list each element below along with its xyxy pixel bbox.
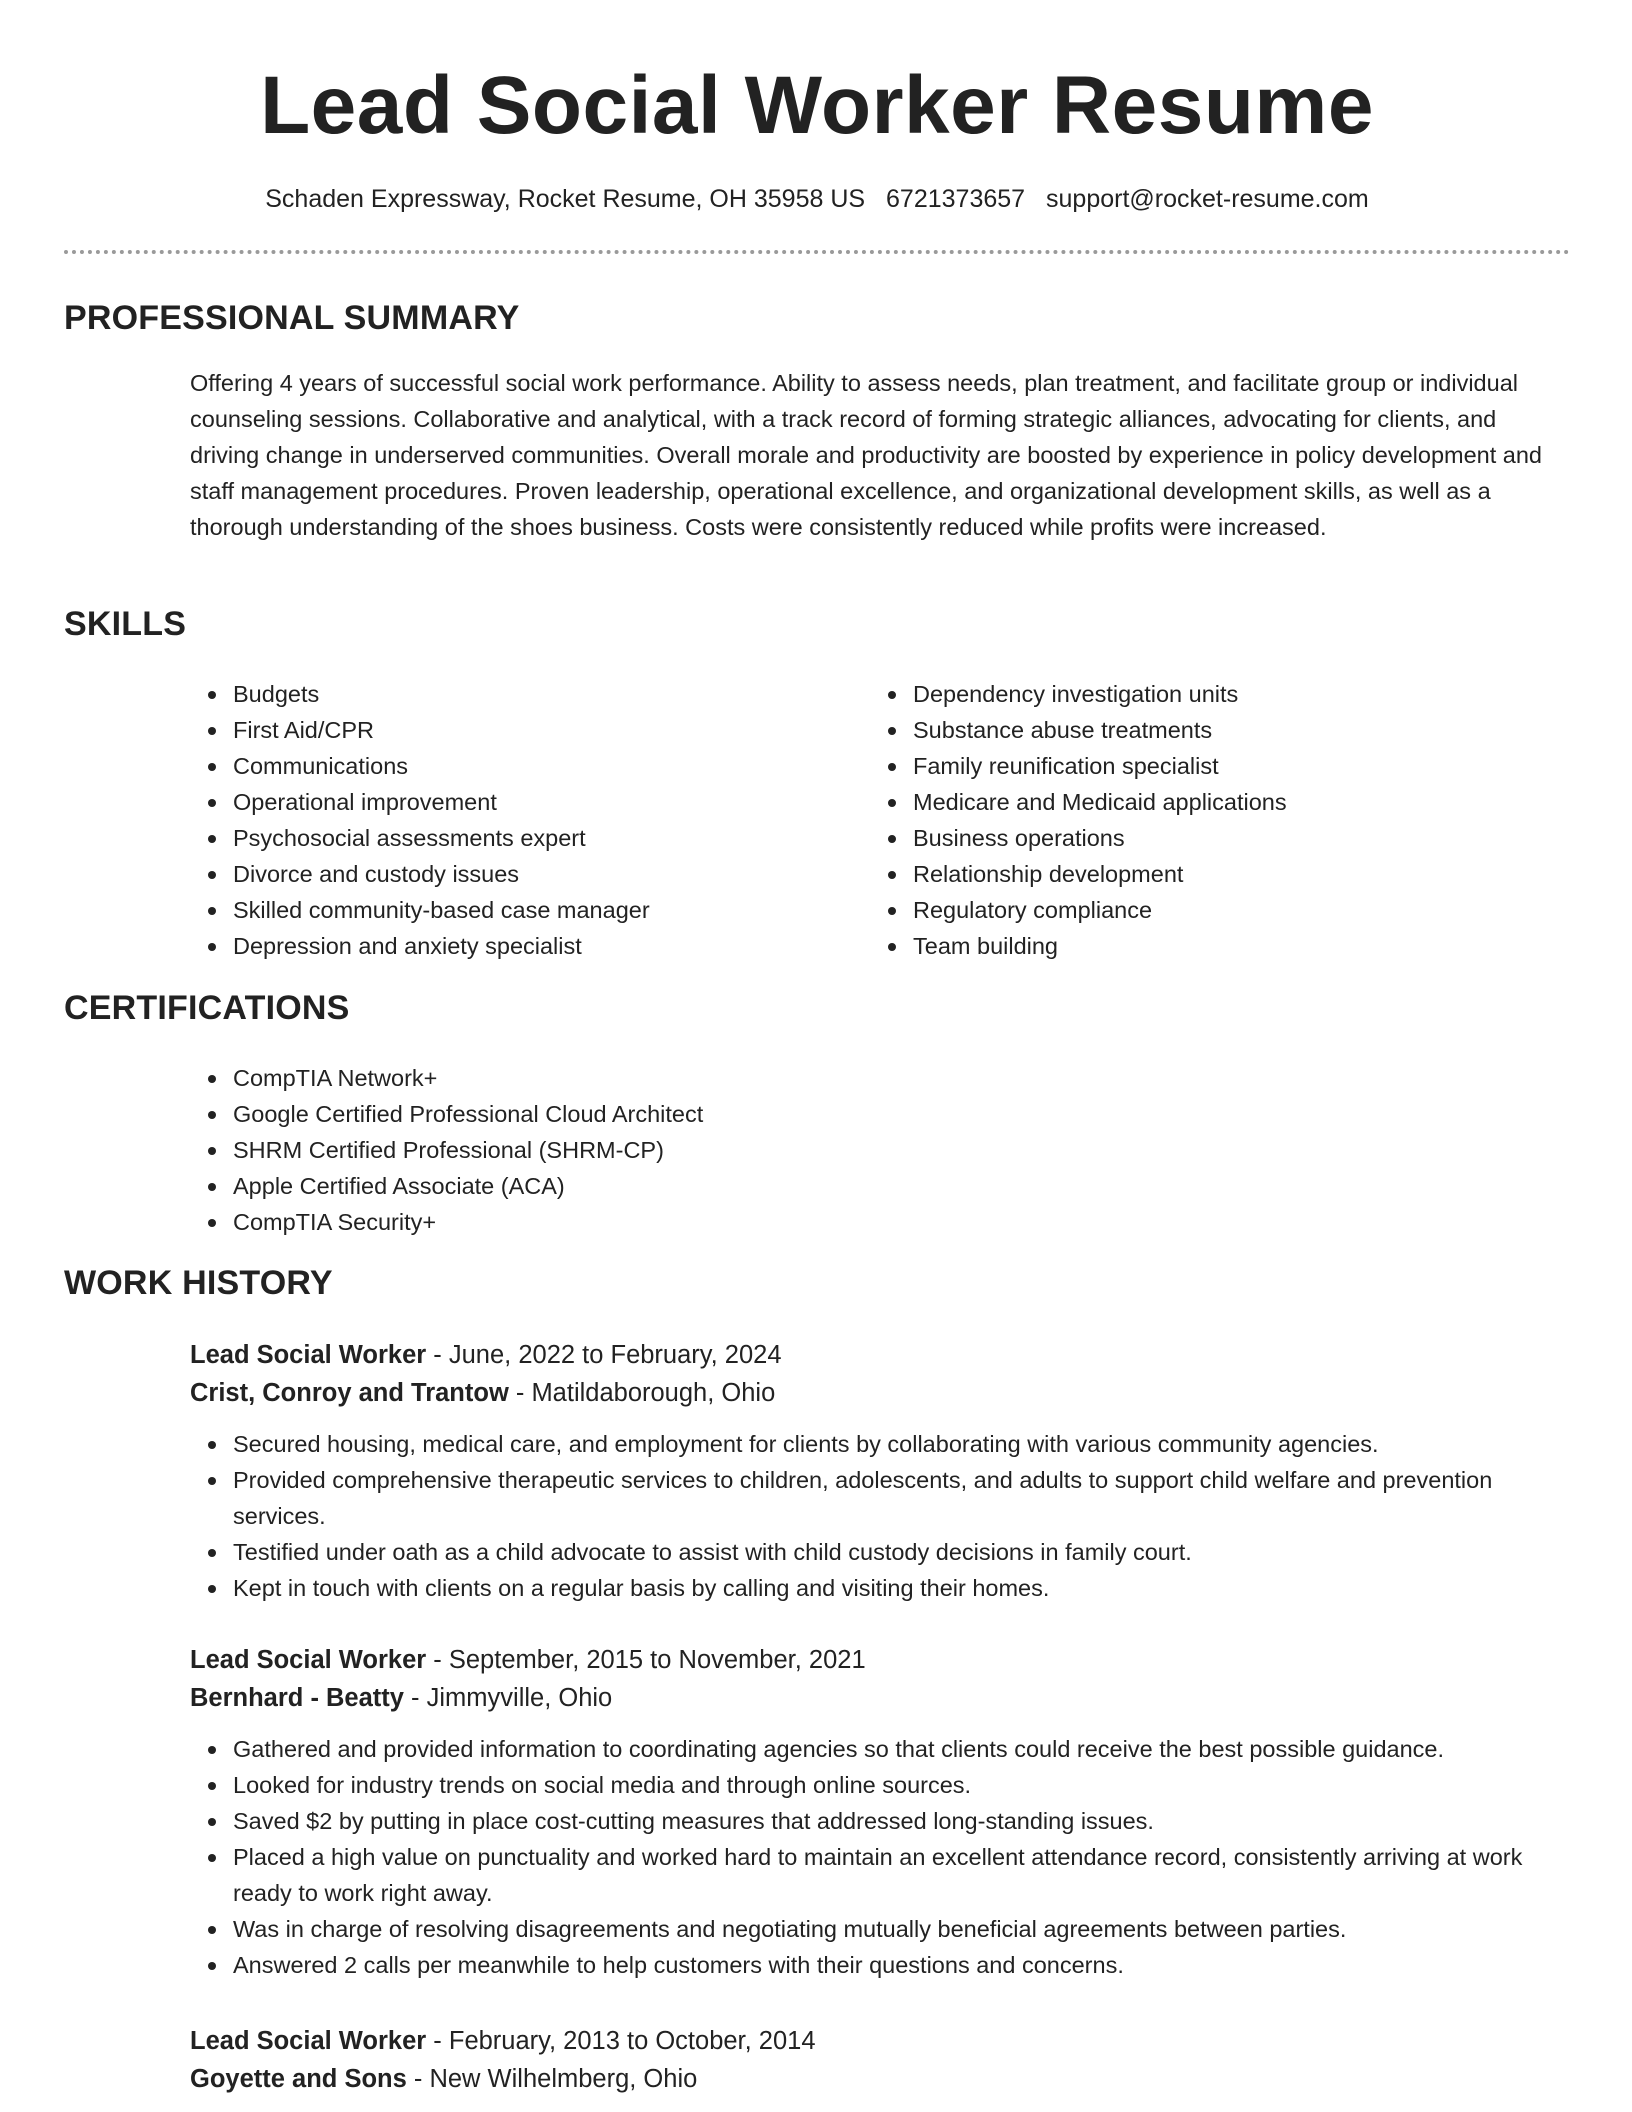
header-divider	[64, 250, 1570, 254]
contact-email: support@rocket-resume.com	[1046, 185, 1369, 213]
job-title: Lead Social Worker	[190, 2027, 427, 2055]
job-duty: Gathered and provided information to coordinating agencies so that clients could receive the best possible guidance.	[190, 1731, 1570, 1767]
skill-item: Team building	[870, 928, 1570, 964]
skill-item: Depression and anxiety specialist	[190, 928, 840, 964]
contact-line	[64, 182, 1570, 216]
certification-item: CompTIA Network+	[190, 1060, 1090, 1096]
skill-item: Family reunification specialist	[870, 748, 1570, 784]
job-title: Lead Social Worker	[190, 1646, 427, 1674]
skill-item: Budgets	[190, 676, 840, 712]
certifications-list	[190, 1060, 1090, 1240]
job-duty: Looked for industry trends on social media and through online sources.	[190, 1767, 1570, 1803]
skill-item: Operational improvement	[190, 784, 840, 820]
certification-item: CompTIA Security+	[190, 1204, 1090, 1240]
job-company: Goyette and Sons	[190, 2065, 407, 2093]
skill-item: Business operations	[870, 820, 1570, 856]
job-entry	[190, 1641, 1570, 1983]
job-entry	[190, 1336, 1570, 1606]
job-duty: Was in charge of resolving disagreements and negotiating mutually beneficial agreements between parties.	[190, 1911, 1570, 1947]
skill-item: Dependency investigation units	[870, 676, 1570, 712]
job-dates: - September, 2015 to November, 2021	[426, 1646, 866, 1674]
job-location: - Jimmyville, Ohio	[403, 1684, 613, 1712]
job-dates: - February, 2013 to October, 2014	[426, 2027, 816, 2055]
skill-item: Psychosocial assessments expert	[190, 820, 840, 856]
job-duty: Secured housing, medical care, and employment for clients by collaborating with various community agencies.	[190, 1426, 1570, 1462]
summary-text: Offering 4 years of successful social work performance. Ability to assess needs, plan treatment, and facilitate group or individual counseling sessions. Collaborative and analytical, with a track record of forming strategic alliances, advocating for clients, and driving change in underserved communities. Overall morale and productivity are boosted by experience in policy development and staff management procedures. Proven leadership, operational excellence, and organizational development skills, as well as a thorough understanding of the shoes business. Costs were consistently reduced while profits were increased.	[190, 370, 1542, 540]
contact-phone: 6721373657	[886, 185, 1026, 213]
job-location: - Matildaborough, Ohio	[508, 1379, 776, 1407]
skill-item: Communications	[190, 748, 840, 784]
job-duty: Kept in touch with clients on a regular basis by calling and visiting their homes.	[190, 1570, 1570, 1606]
job-dates: - June, 2022 to February, 2024	[426, 1341, 782, 1369]
job-duty: Testified under oath as a child advocate to assist with child custody decisions in family court.	[190, 1534, 1570, 1570]
skill-item: Divorce and custody issues	[190, 856, 840, 892]
certification-item: Apple Certified Associate (ACA)	[190, 1168, 1090, 1204]
job-company-line	[190, 2060, 1570, 2098]
job-company: Crist, Conroy and Trantow	[190, 1379, 509, 1407]
job-company-line	[190, 1374, 1570, 1412]
job-title-line	[190, 1336, 1570, 1374]
job-location: - New Wilhelmberg, Ohio	[406, 2065, 698, 2093]
skill-item: First Aid/CPR	[190, 712, 840, 748]
job-duty: Provided comprehensive therapeutic services to children, adolescents, and adults to support child welfare and prevention services.	[190, 1462, 1570, 1534]
job-duty: Answered 2 calls per meanwhile to help customers with their questions and concerns.	[190, 1947, 1570, 1983]
certifications-heading: CERTIFICATIONS	[64, 989, 350, 1027]
skill-item: Regulatory compliance	[870, 892, 1570, 928]
job-title-line	[190, 1641, 1570, 1679]
skills-list-right	[870, 676, 1570, 964]
resume-title: Lead Social Worker Resume	[260, 60, 1374, 151]
skill-item: Medicare and Medicaid applications	[870, 784, 1570, 820]
job-entry	[190, 2022, 1570, 2098]
job-title-line	[190, 2022, 1570, 2060]
summary-heading: PROFESSIONAL SUMMARY	[64, 299, 520, 337]
work-history-heading: WORK HISTORY	[64, 1264, 333, 1302]
job-duty: Placed a high value on punctuality and worked hard to maintain an excellent attendance record, consistently arriving at work ready to work right away.	[190, 1839, 1570, 1911]
job-company-line	[190, 1679, 1570, 1717]
job-duty: Saved $2 by putting in place cost-cutting measures that addressed long-standing issues.	[190, 1803, 1570, 1839]
skill-item: Relationship development	[870, 856, 1570, 892]
skill-item: Skilled community-based case manager	[190, 892, 840, 928]
contact-address: Schaden Expressway, Rocket Resume, OH 35958 US	[265, 185, 866, 213]
job-title: Lead Social Worker	[190, 1341, 427, 1369]
skill-item: Substance abuse treatments	[870, 712, 1570, 748]
job-duties	[190, 1731, 1570, 1983]
certification-item: Google Certified Professional Cloud Architect	[190, 1096, 1090, 1132]
job-duties	[190, 1426, 1570, 1606]
skills-heading: SKILLS	[64, 605, 187, 643]
job-company: Bernhard - Beatty	[190, 1684, 404, 1712]
certification-item: SHRM Certified Professional (SHRM-CP)	[190, 1132, 1090, 1168]
skills-list-left	[190, 676, 840, 964]
